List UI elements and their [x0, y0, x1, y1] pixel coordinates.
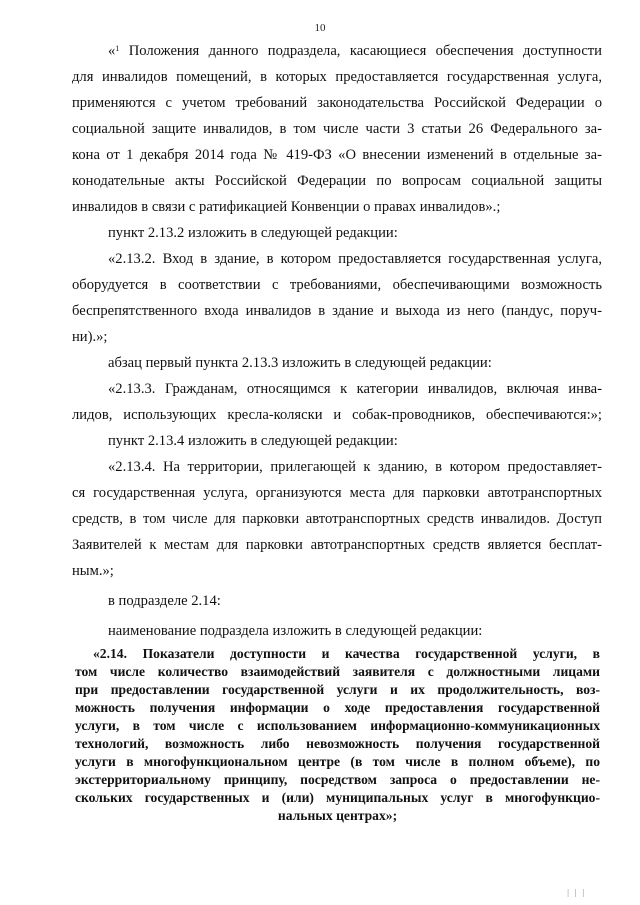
text-line: «2.13.3. Гражданам, относящимся к категории инвалидов, включая инва-	[108, 381, 602, 397]
footnote-marker: 1	[115, 44, 120, 53]
text-line: кона от 1 декабря 2014 года № 419-ФЗ «О внесении изменений в отдельные за-	[72, 147, 602, 163]
bold-text-line: нальных центрах»;	[277, 808, 398, 823]
bold-text-line: экстерриториальному принципу, посредством запроса о предоставлении не-	[75, 772, 600, 787]
text-line: лидов, использующих кресла-коляски и собак-проводников, обеспечиваются:»;	[72, 407, 602, 423]
text-line: применяются с учетом требований законодательства Российской Федерации о	[72, 95, 602, 111]
bold-text-line: скольких государственных и (или) муниципальных услуг в многофункцио-	[75, 790, 600, 805]
text-line: ся государственная услуга, организуются места для парковки автотранспортных	[72, 485, 602, 501]
text-line: пункт 2.13.4 изложить в следующей редакции:	[108, 433, 398, 449]
page-number: 10	[314, 22, 326, 34]
text-line: средств, в том числе для парковки автотранспортных средств инвалидов. Доступ	[72, 511, 602, 527]
text-line: «2.13.4. На территории, прилегающей к зданию, в котором предоставляет-	[108, 459, 602, 475]
text-line: беспрепятственного входа инвалидов в здание и выхода из него (пандус, поруч-	[72, 303, 602, 319]
bold-text-line: услуги, в том числе с использованием информационно-коммуникационных	[75, 718, 600, 733]
text-line: ным.»;	[72, 563, 114, 579]
subsection-title-block	[75, 645, 600, 825]
text-line: «2.13.2. Вход в здание, в котором предоставляется государственная услуга,	[108, 251, 602, 267]
text-line: Заявителей к местам для парковки автотранспортных средств является бесплат-	[72, 537, 602, 553]
text-line: инвалидов в связи с ратификацией Конвенции о правах инвалидов».;	[72, 199, 501, 215]
opening-quote: «	[108, 43, 116, 59]
text-line: оборудуется в соответствии с требованиями, обеспечивающими возможность	[72, 277, 602, 293]
text-line: ни).»;	[72, 329, 108, 345]
text-line: в подразделе 2.14:	[108, 593, 221, 609]
document-body	[72, 38, 602, 644]
text-line: конодательные акты Российской Федерации по вопросам социальной защиты	[72, 173, 602, 189]
text-line	[72, 38, 602, 64]
bold-text-line: «2.14. Показатели доступности и качества государственной услуги, в	[93, 646, 600, 661]
text-line-content: Положения данного подраздела, касающиеся обеспечения доступности	[128, 43, 602, 59]
text-line: наименование подраздела изложить в следующей редакции:	[108, 623, 483, 639]
bold-text-line: том числе количество взаимодействий заявителя с должностными лицами	[75, 664, 600, 679]
text-line: абзац первый пункта 2.13.3 изложить в следующей редакции:	[108, 355, 492, 371]
bold-text-line: услуги в многофункциональном центре (в том числе в полном объеме), по	[75, 754, 600, 769]
text-line: для инвалидов помещений, в которых предоставляется государственная услуга,	[72, 69, 602, 85]
bold-text-line: технологий, возможность либо невозможность получения государственной	[75, 736, 600, 751]
footer-mark: | | |	[567, 888, 586, 897]
text-line: социальной защите инвалидов, в том числе части 3 статьи 26 Федерального за-	[72, 121, 602, 137]
bold-text-line: при предоставлении государственной услуги и их продолжительность, воз-	[75, 682, 600, 697]
text-line: пункт 2.13.2 изложить в следующей редакции:	[108, 225, 398, 241]
bold-text-line: можность получения информации о ходе предоставления государственной	[75, 700, 600, 715]
